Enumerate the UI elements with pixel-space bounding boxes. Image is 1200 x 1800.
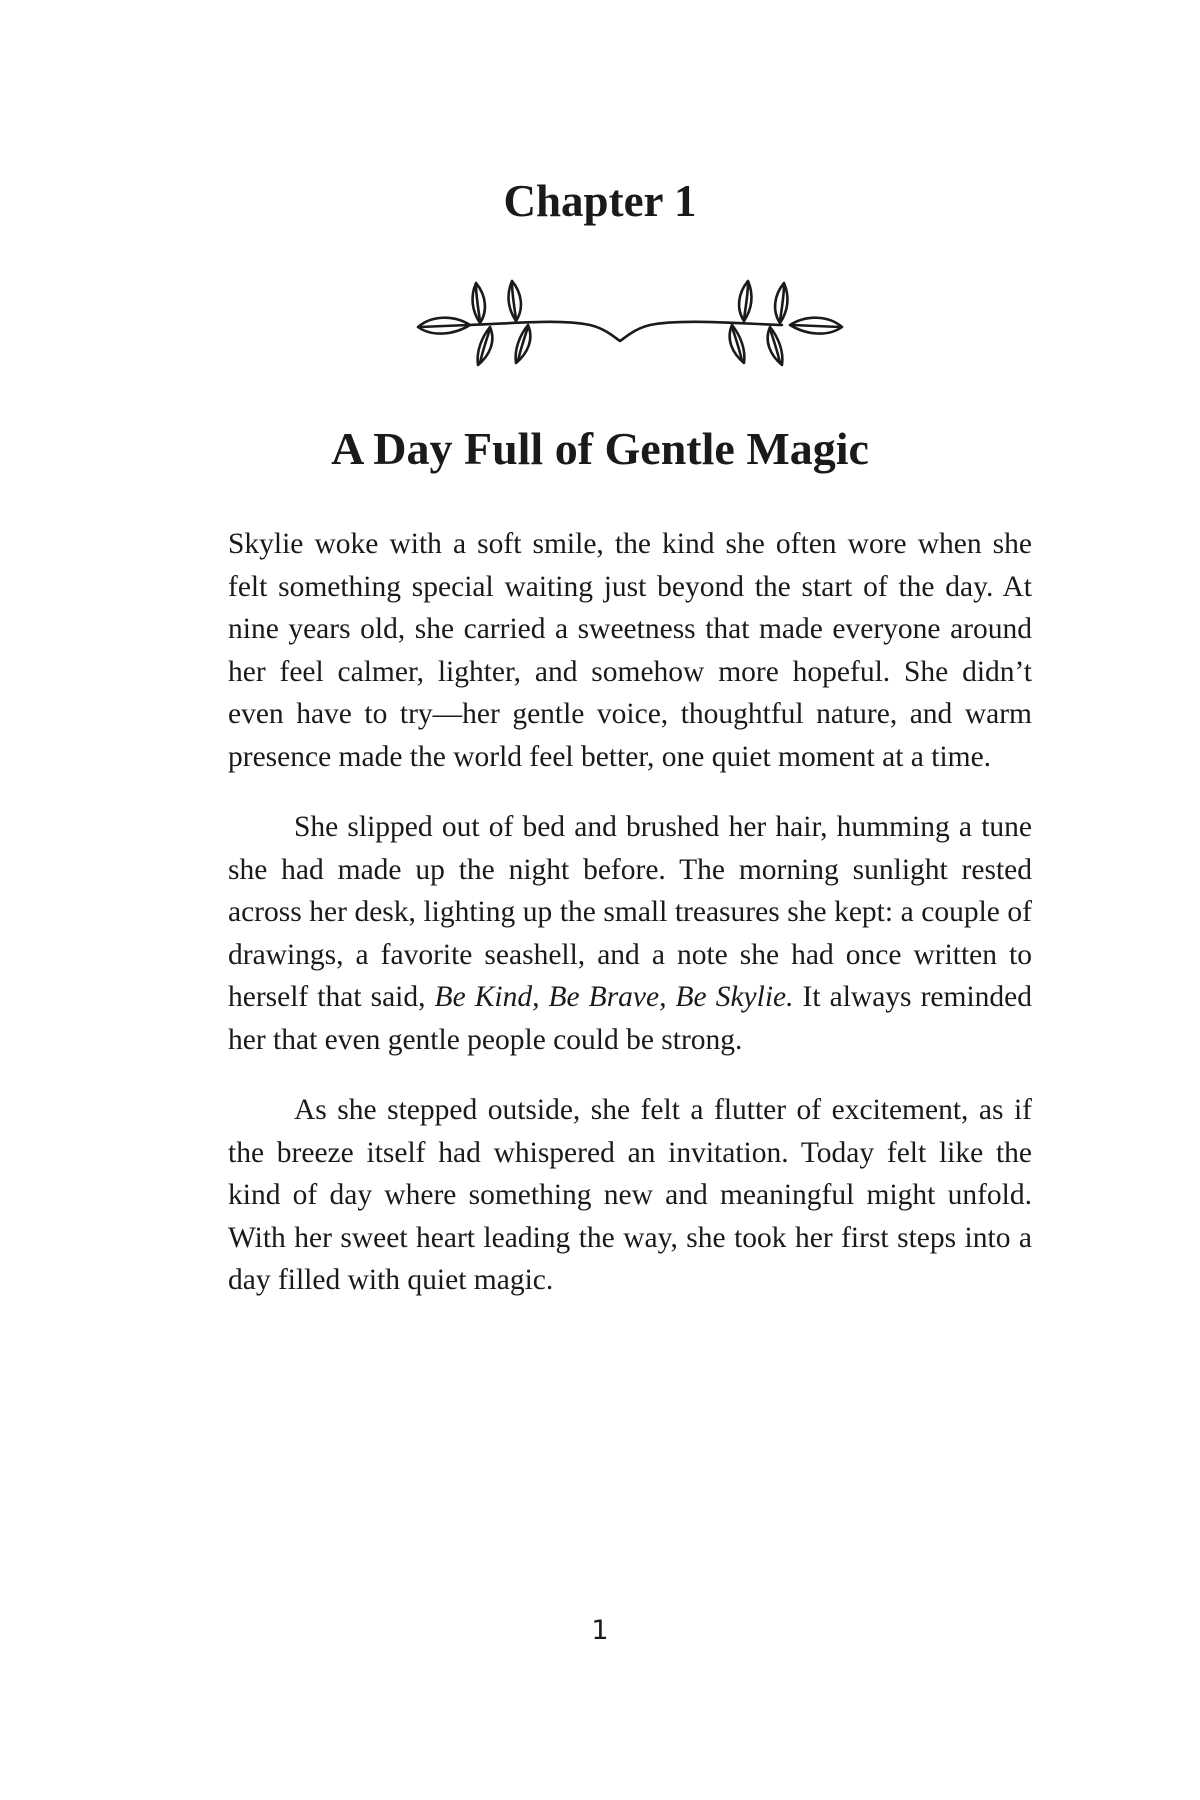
- paragraph-2-text-after: It always reminded her that even gentle people could be strong.: [228, 981, 1032, 1056]
- paragraph-3: As she stepped outside, she felt a flutter of excitement, as if the breeze itself had whispered an invitation. Today felt like the kind of day where something new and meaningful might unfold. With her sweet heart leading the way, she took her first steps into a day filled with quiet magic.: [228, 1094, 1032, 1296]
- chapter-title: A Day Full of Gentle Magic: [331, 423, 869, 474]
- leaf-vine-divider-icon: [410, 275, 850, 395]
- page-number: 1: [591, 1615, 609, 1646]
- paragraph-1: Skylie woke with a soft smile, the kind she often wore when she felt something special waiting just beyond the start of the day. At nine years old, she carried a sweetness that made everyone around her feel calmer, lighter, and somehow more hopeful. She didn’t even have to try—her gentle voice, thoughtful nature, and warm presence made the world feel better, one quiet moment at a time.: [228, 528, 1032, 773]
- paragraph-2-italic-note: Be Kind, Be Brave, Be Skylie.: [434, 981, 794, 1013]
- paragraph-2: [228, 806, 1032, 1061]
- chapter-body: [228, 523, 1032, 1330]
- chapter-label: Chapter 1: [503, 176, 697, 226]
- paragraph-2-text-before: She slipped out of bed and brushed her hair, humming a tune she had made up the night before. The morning sunlight rested across her desk, lighting up the small treasures she kept: a couple of drawings, a favorite seashell, and a note she had once written to herself that said,: [228, 811, 1032, 1013]
